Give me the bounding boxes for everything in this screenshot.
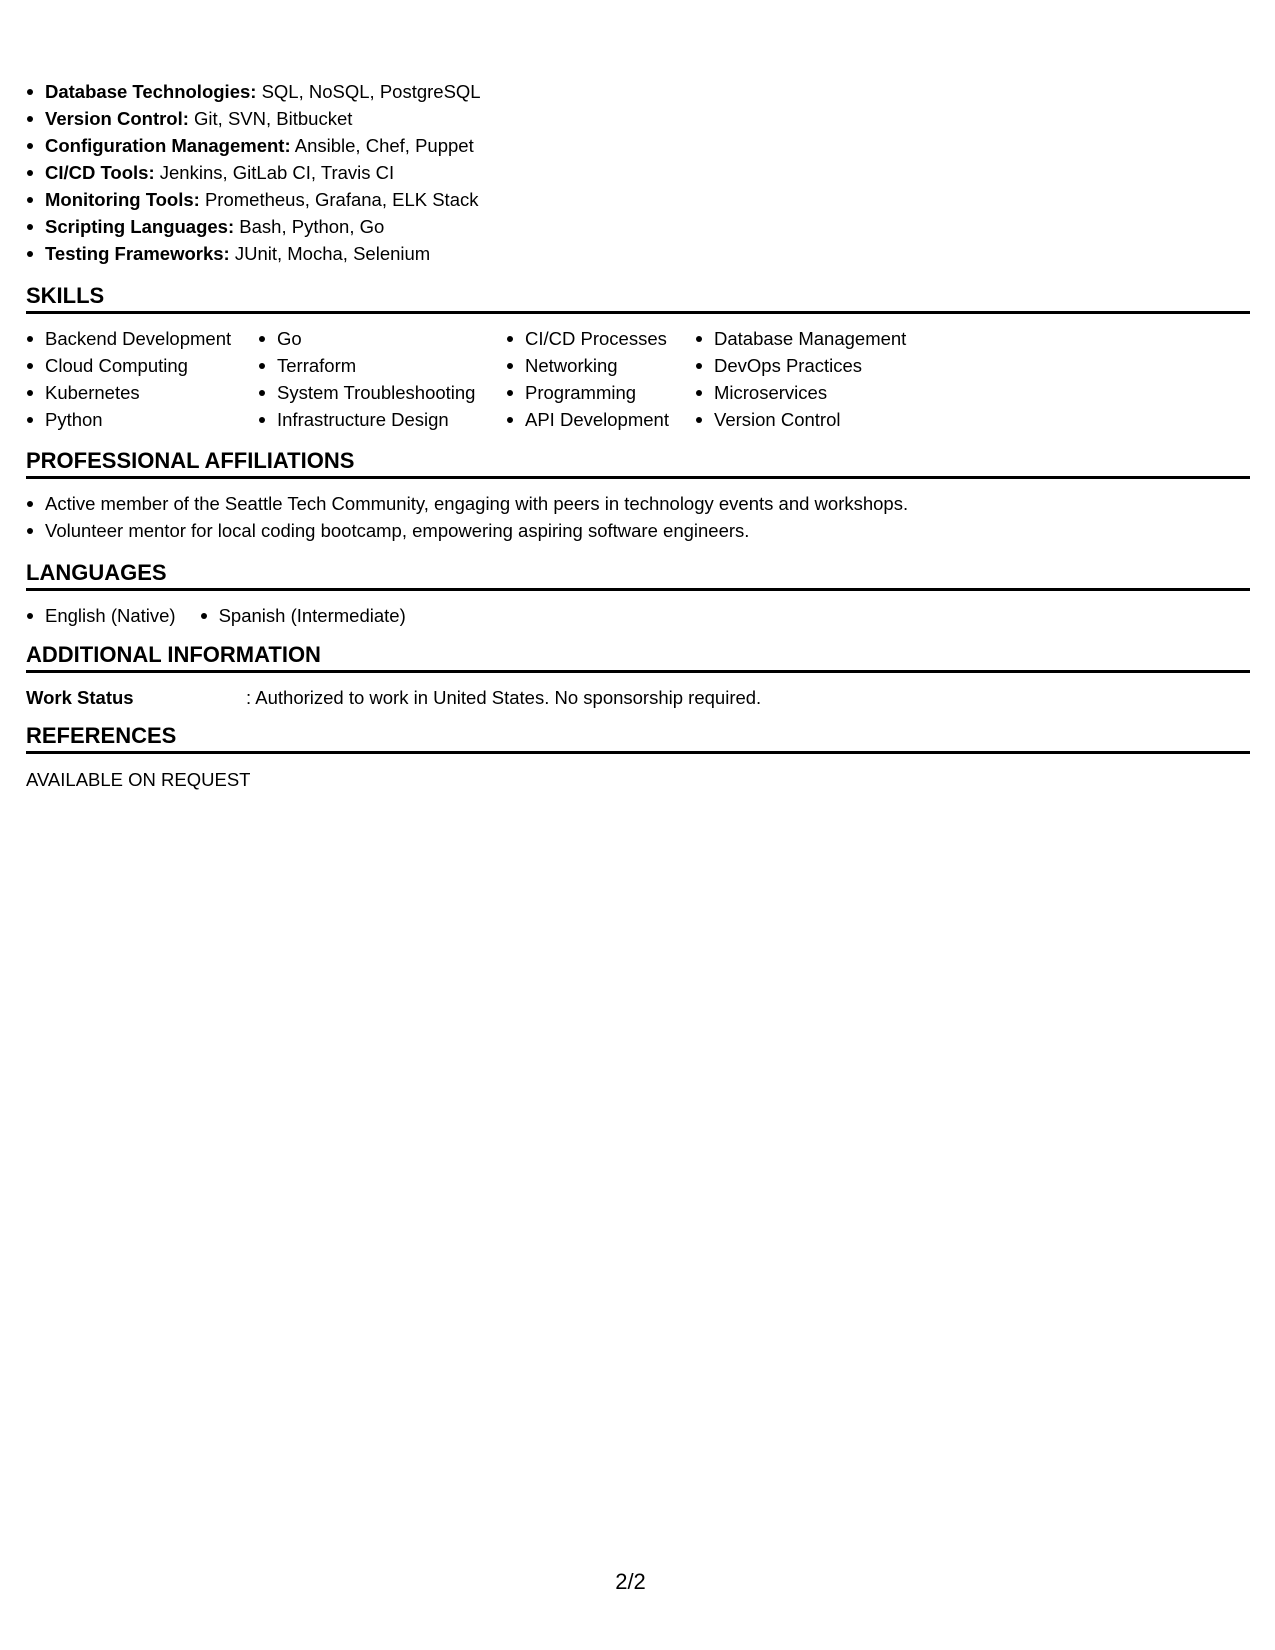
skills-grid (26, 325, 925, 433)
work-status-label: Work Status (26, 687, 134, 708)
work-status-row (26, 684, 761, 711)
language-item: English (Native) (26, 602, 176, 629)
skill-item: Kubernetes (26, 379, 258, 406)
tool-label: Testing Frameworks: (45, 243, 230, 264)
languages-heading: LANGUAGES (26, 559, 1250, 591)
skill-item: Database Management (695, 325, 925, 352)
skill-item: Programming (506, 379, 695, 406)
tool-value: JUnit, Mocha, Selenium (229, 243, 431, 264)
tool-label: Configuration Management: (45, 135, 291, 156)
skill-item: DevOps Practices (695, 352, 925, 379)
tool-item-testing (26, 240, 481, 267)
skill-item: Python (26, 406, 258, 433)
tool-value: SQL, NoSQL, PostgreSQL (256, 81, 481, 102)
tool-label: Monitoring Tools: (45, 189, 200, 210)
tool-item-cicd (26, 159, 481, 186)
languages-list (26, 602, 430, 629)
skill-item: Networking (506, 352, 695, 379)
skill-item: API Development (506, 406, 695, 433)
tool-value: Bash, Python, Go (234, 216, 385, 237)
skills-column-1 (26, 325, 258, 433)
skill-item: CI/CD Processes (506, 325, 695, 352)
additional-info-heading: ADDITIONAL INFORMATION (26, 641, 1250, 673)
tool-label: Version Control: (45, 108, 189, 129)
references-heading: REFERENCES (26, 722, 1250, 754)
skill-item: Microservices (695, 379, 925, 406)
skill-item: Infrastructure Design (258, 406, 506, 433)
skill-item: Cloud Computing (26, 352, 258, 379)
resume-page (26, 0, 1250, 1650)
language-item: Spanish (Intermediate) (200, 602, 406, 629)
tool-item-database (26, 78, 481, 105)
tool-label: CI/CD Tools: (45, 162, 155, 183)
tool-label: Database Technologies: (45, 81, 257, 102)
affiliation-item: Active member of the Seattle Tech Community, engaging with peers in technology events and workshops. (26, 490, 908, 517)
affiliations-list (26, 490, 908, 544)
skills-column-2 (258, 325, 506, 433)
page-number: 2/2 (615, 1569, 646, 1594)
tool-value: Prometheus, Grafana, ELK Stack (199, 189, 479, 210)
skills-column-4 (695, 325, 925, 433)
skill-item: Go (258, 325, 506, 352)
tool-value: Ansible, Chef, Puppet (290, 135, 474, 156)
tool-item-version-control (26, 105, 481, 132)
tool-item-config-management (26, 132, 481, 159)
technical-tools-list (26, 78, 481, 267)
affiliation-item: Volunteer mentor for local coding bootcamp, empowering aspiring software engineers. (26, 517, 908, 544)
tool-item-monitoring (26, 186, 481, 213)
skill-item: Backend Development (26, 325, 258, 352)
references-text: AVAILABLE ON REQUEST (26, 769, 251, 790)
skills-heading: SKILLS (26, 282, 1250, 314)
skill-item: Version Control (695, 406, 925, 433)
skill-item: System Troubleshooting (258, 379, 506, 406)
tool-label: Scripting Languages: (45, 216, 235, 237)
tool-value: Jenkins, GitLab CI, Travis CI (154, 162, 395, 183)
tool-item-scripting (26, 213, 481, 240)
work-status-value: : Authorized to work in United States. No sponsorship required. (246, 687, 762, 708)
affiliations-heading: PROFESSIONAL AFFILIATIONS (26, 447, 1250, 479)
skills-column-3 (506, 325, 695, 433)
tool-value: Git, SVN, Bitbucket (188, 108, 353, 129)
skill-item: Terraform (258, 352, 506, 379)
